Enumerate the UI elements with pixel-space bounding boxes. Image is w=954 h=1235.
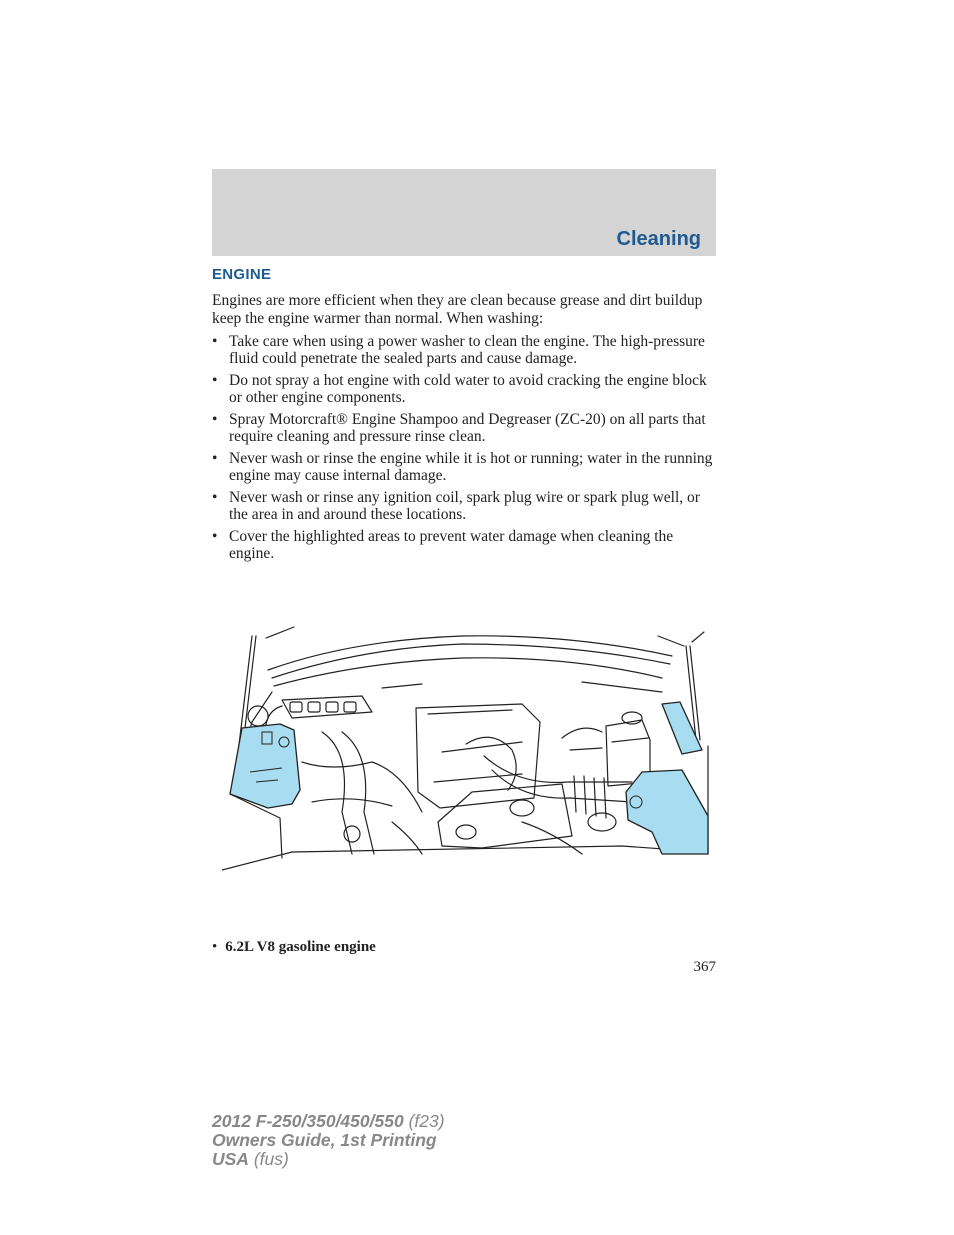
intro-paragraph: Engines are more efficient when they are clean because grease and dirt buildup keep the engine warmer than normal. When washing:	[212, 292, 703, 327]
bullet-icon: •	[212, 939, 218, 955]
list-item: • Do not spray a hot engine with cold water to avoid cracking the engine block or other engine components.	[212, 371, 707, 406]
footer-model-code: (f23)	[408, 1111, 445, 1131]
section-title: Cleaning	[616, 228, 701, 250]
list-item: • Never wash or rinse any ignition coil, spark plug wire or spark plug well, or the area in and around these locations.	[212, 488, 700, 523]
list-item: • Take care when using a power washer to clean the engine. The high-pressure fluid could penetrate the sealed parts and cause damage.	[212, 333, 705, 367]
washing-instructions-list	[212, 334, 716, 568]
footer-market-code: (fus)	[253, 1149, 289, 1169]
footer-market: USA	[212, 1149, 249, 1169]
bullet-icon: •	[212, 371, 218, 389]
footer-guide: Owners Guide, 1st Printing	[212, 1130, 437, 1150]
figure-caption: • 6.2L V8 gasoline engine	[212, 939, 376, 955]
bullet-icon: •	[212, 449, 218, 467]
document-footer	[212, 1112, 445, 1169]
highlight-battery-area	[230, 724, 300, 808]
list-item: • Never wash or rinse the engine while it is hot or running; water in the running engine may cause internal damage.	[212, 449, 713, 484]
bullet-icon: •	[212, 410, 218, 428]
list-item: • Spray Motorcraft® Engine Shampoo and Degreaser (ZC-20) on all parts that require cleaning and pressure rinse clean.	[212, 410, 706, 445]
highlight-right-fender-area	[662, 702, 702, 754]
bullet-icon: •	[212, 333, 218, 350]
list-item: • Cover the highlighted areas to prevent water damage when cleaning the engine.	[212, 527, 674, 562]
engine-compartment-illustration	[222, 622, 714, 874]
section-header-band	[212, 169, 716, 256]
engine-heading: ENGINE	[212, 266, 272, 283]
footer-model: 2012 F-250/350/450/550	[212, 1111, 404, 1131]
page-number: 367	[693, 959, 716, 975]
bullet-icon: •	[212, 488, 218, 506]
highlight-fuse-box-area	[626, 770, 708, 854]
bullet-icon: •	[212, 527, 218, 545]
